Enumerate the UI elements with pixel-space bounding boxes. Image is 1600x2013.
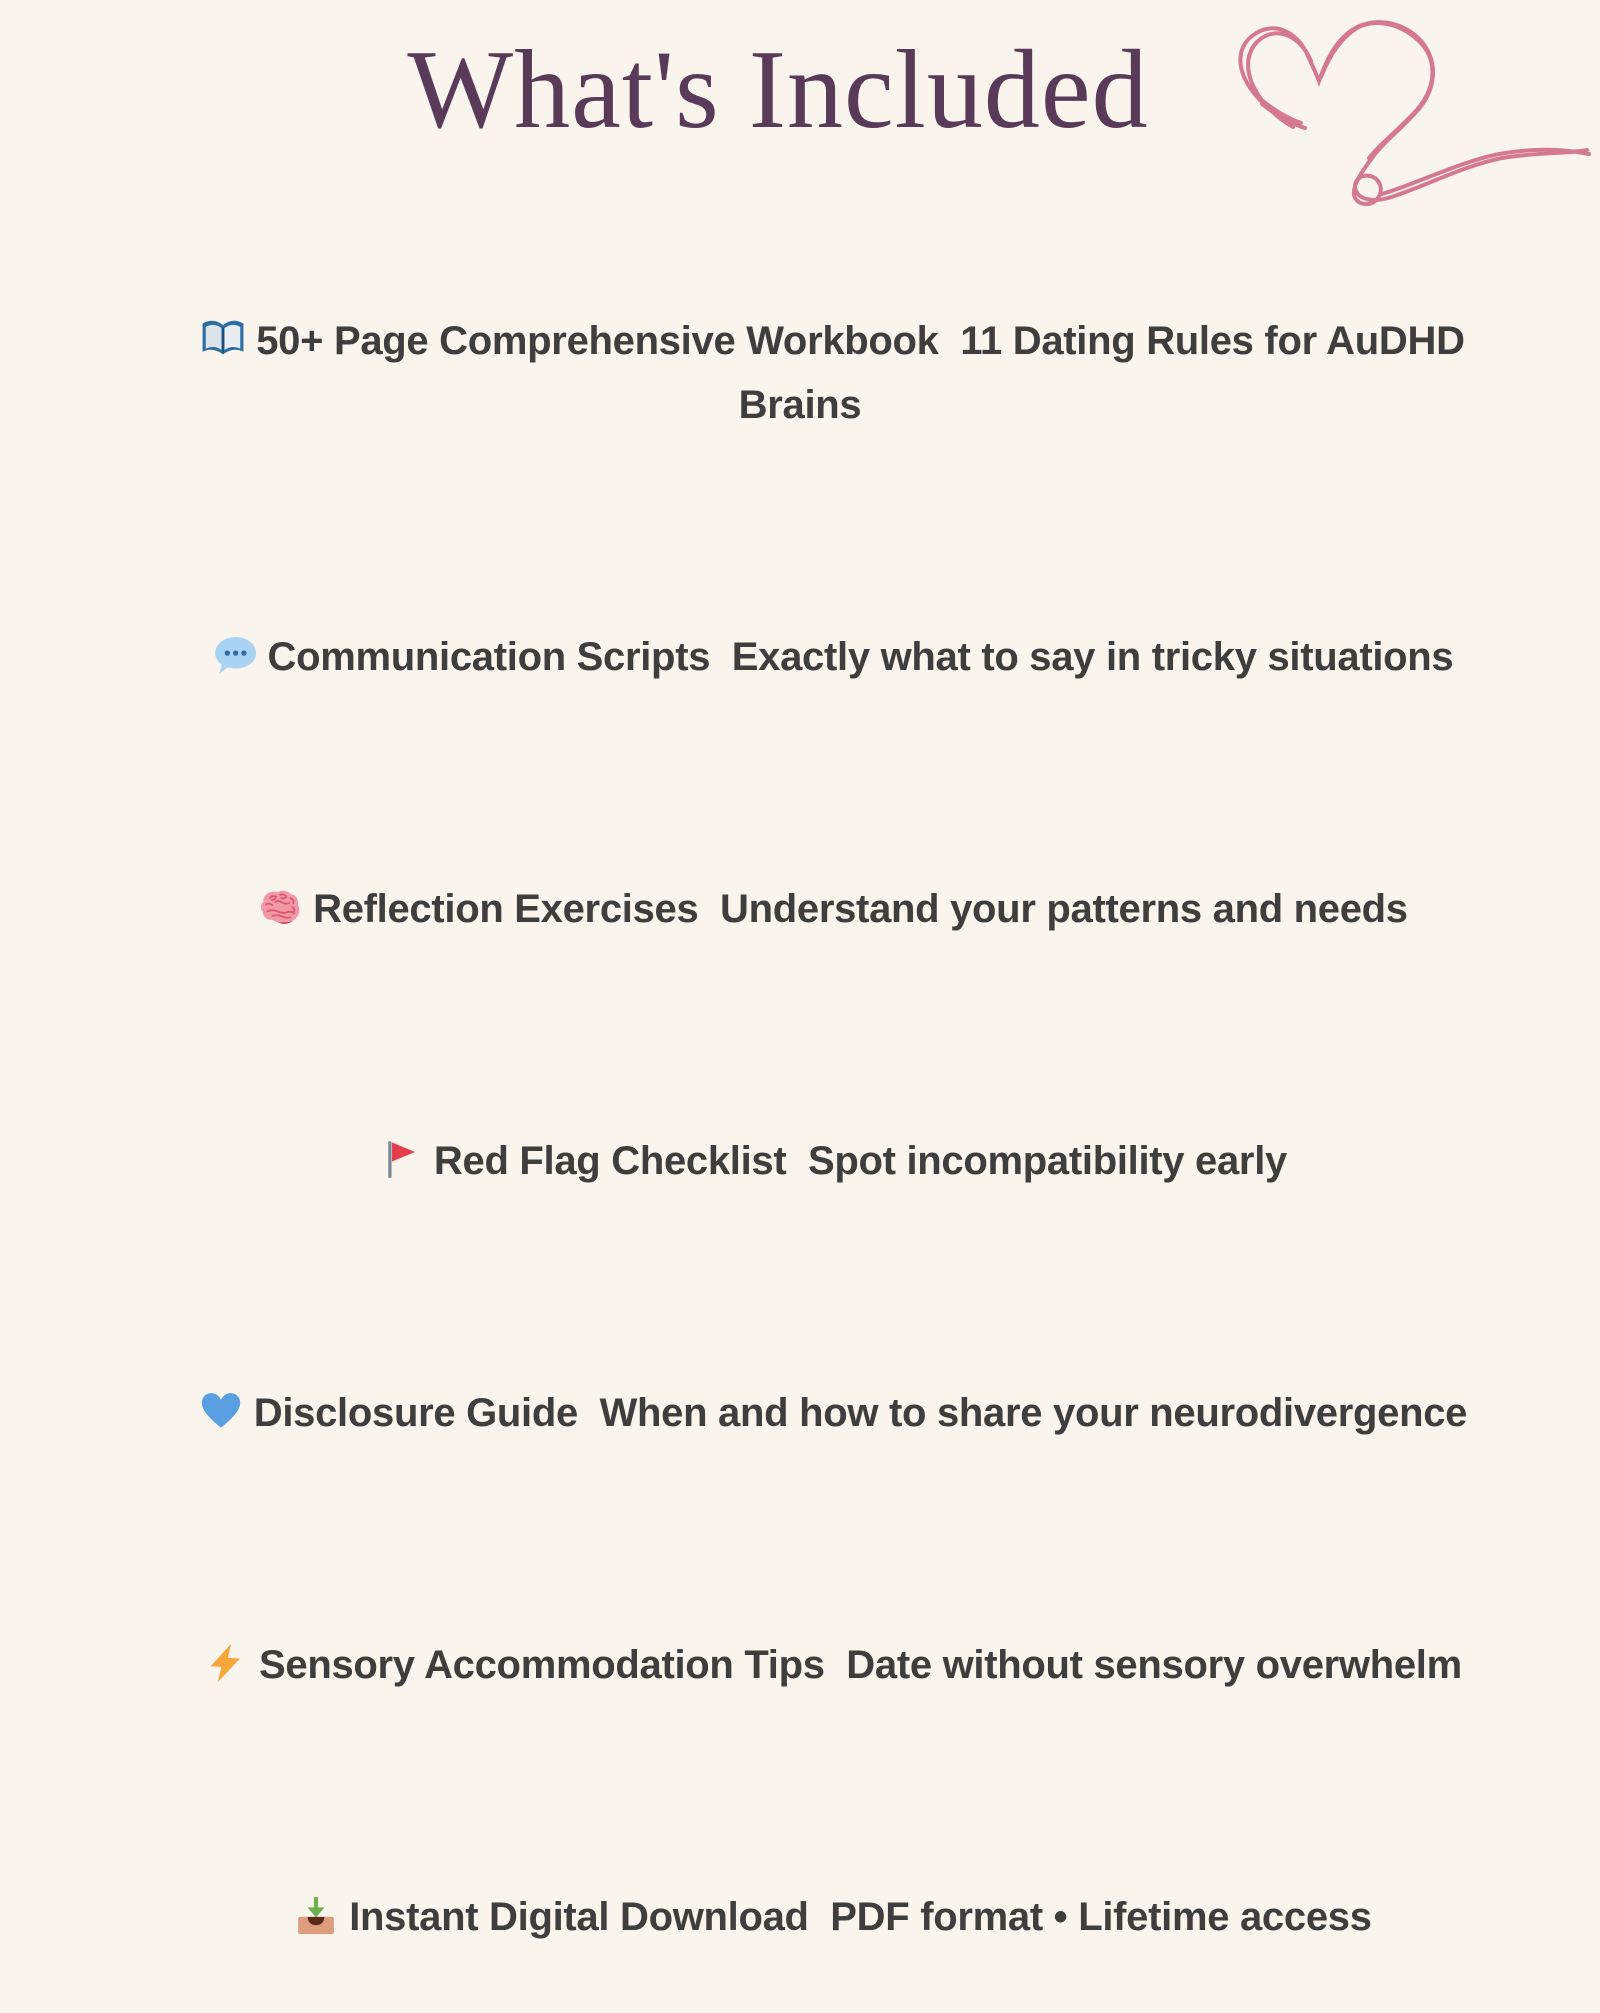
open-book-icon: [200, 316, 246, 362]
list-item-reflection-exercises: [85, 813, 1515, 1005]
item-text: Instant Digital Download PDF format • Lifetime access: [349, 1895, 1372, 1940]
item-text: Sensory Accommodation Tips Date without sensory overwhelm: [259, 1643, 1462, 1688]
list-item-disclosure-guide: [85, 1317, 1515, 1509]
page-title: What's Included: [407, 28, 1149, 152]
brain-icon: [257, 884, 303, 930]
heart-doodle-icon: [1192, 16, 1596, 214]
list-item-workbook: [85, 245, 1515, 501]
blue-heart-icon: [198, 1388, 244, 1434]
inbox-tray-icon: [293, 1892, 339, 1938]
list-item-communication-scripts: [85, 561, 1515, 753]
item-text: 50+ Page Comprehensive Workbook 11 Dating Rules for AuDHD Brains: [256, 319, 1476, 428]
red-flag-icon: [378, 1136, 424, 1182]
item-text: Disclosure Guide When and how to share your neurodivergence: [253, 1391, 1468, 1436]
speech-balloon-icon: [212, 632, 258, 678]
item-text: Communication Scripts Exactly what to say in tricky situations: [267, 635, 1454, 680]
page-header: [0, 0, 1600, 153]
list-item-sensory-tips: [85, 1569, 1515, 1761]
feature-list: [85, 245, 1515, 2013]
item-text: Red Flag Checklist Spot incompatibility early: [433, 1139, 1287, 1184]
item-text: Reflection Exercises Understand your patterns and needs: [313, 887, 1408, 932]
lightning-icon: [203, 1640, 249, 1686]
list-item-instant-download: [85, 1821, 1515, 2013]
list-item-red-flag-checklist: [85, 1065, 1515, 1257]
